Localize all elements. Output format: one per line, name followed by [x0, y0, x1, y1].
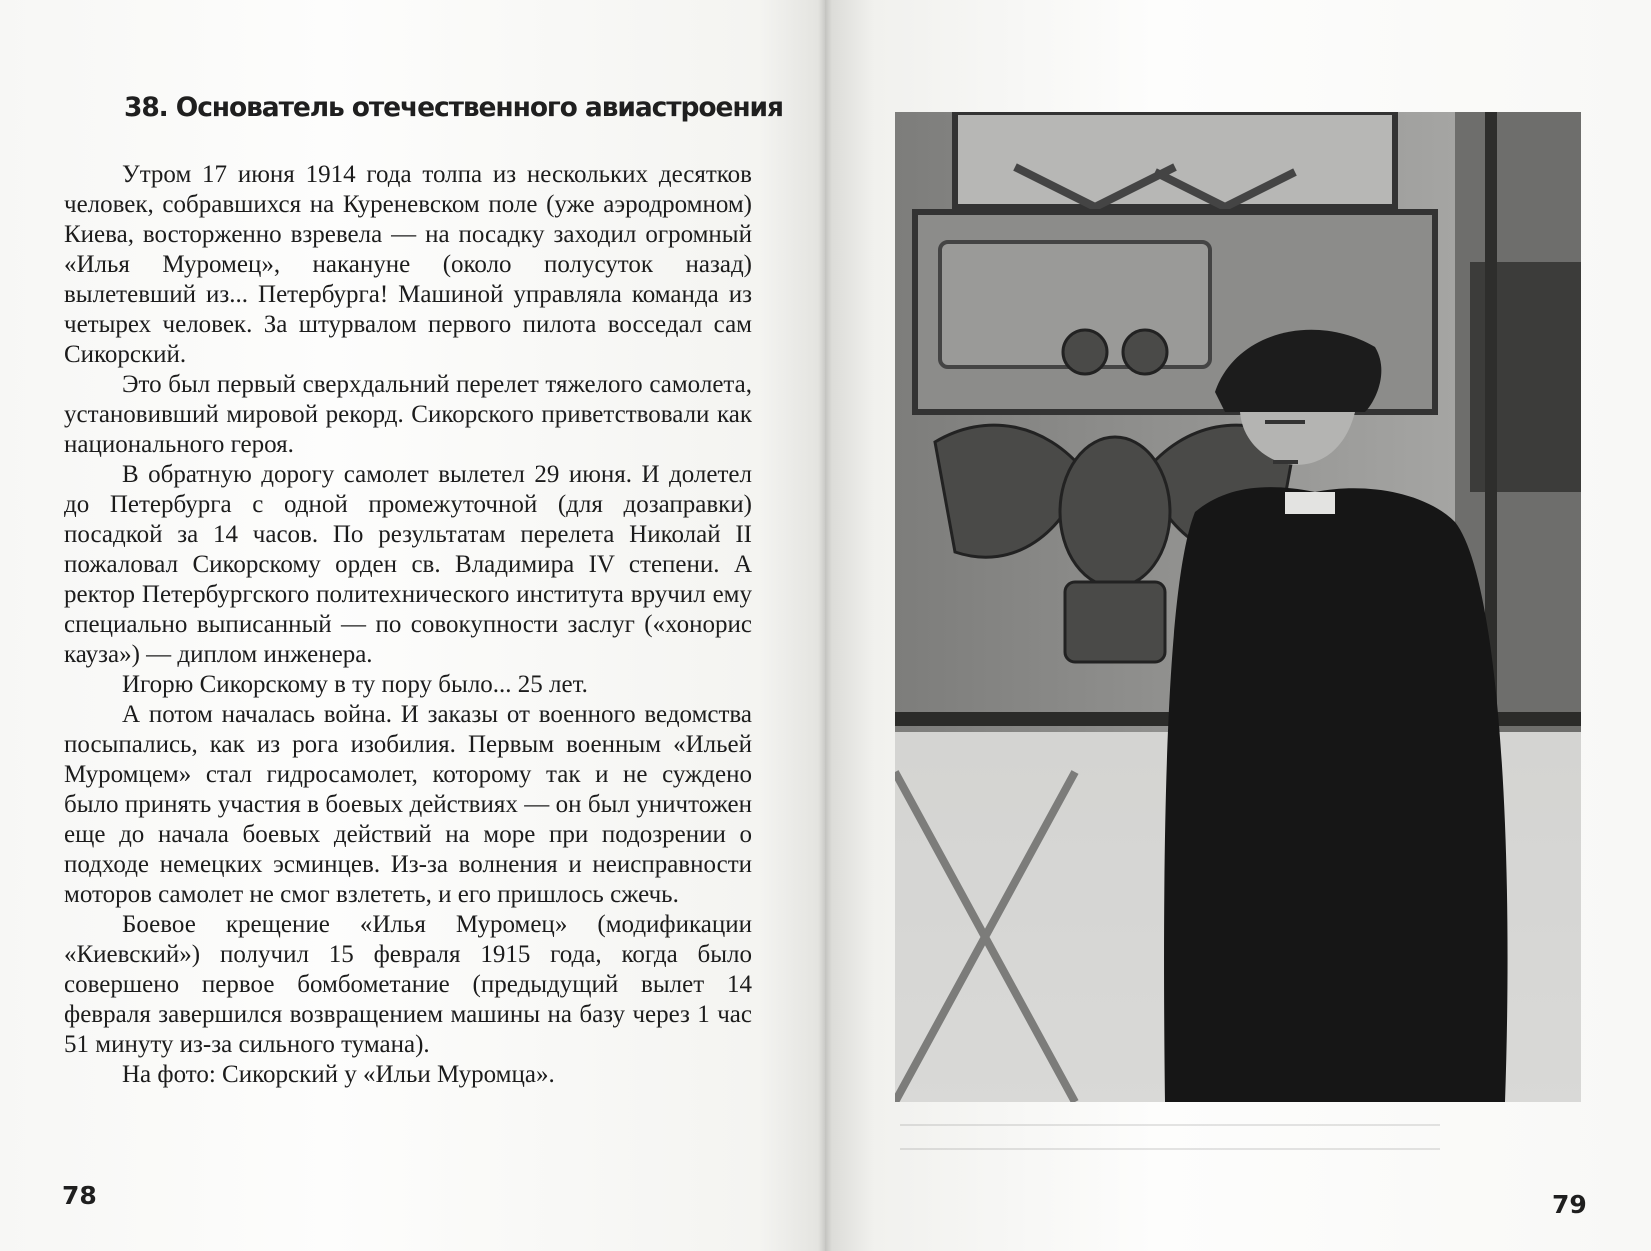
paragraph: В обратную дорогу самолет вылетел 29 июня. И долетел до Петербурга с одной промежуточной (для дозаправки) посадкой за 14 часов. По результатам перелета Николай II пожаловал Сикорскому орден св. Владимира IV степени. А ректор Петербургского политехнического института вручил ему специально выписанный — по совокупности заслуг («хонорис кауза») — диплом инженера. — [64, 461, 752, 668]
paragraph: Это был первый сверхдальний перелет тяжелого самолета, установивший мировой рекорд. Сикорского приветствовали как национального героя. — [64, 371, 752, 458]
paragraph: Боевое крещение «Илья Муромец» (модификации «Киевский») получил 15 февраля 1915 года, когда было совершено первое бомбометание (предыдущий вылет 14 февраля завершился возвращением машины на базу через 1 час 51 минуту из-за сильного тумана). — [64, 911, 752, 1058]
chapter-body — [64, 160, 752, 1090]
left-page — [0, 0, 825, 1251]
photo-caption: На фото: Сикорский у «Ильи Муромца». — [122, 1061, 555, 1088]
page-number-right: 79 — [1552, 1190, 1587, 1219]
photo-drawing — [895, 112, 1581, 1102]
sikorsky-photo — [895, 112, 1581, 1102]
bleed-through-text — [900, 1112, 1440, 1158]
page-number-left: 78 — [62, 1181, 97, 1210]
paragraph: А потом началась война. И заказы от военного ведомства посыпались, как из рога изобилия. Первым военным «Ильей Муромцем» стал гидросамолет, которому так и не суждено было принять участия в боевых действиях — он был уничтожен еще до начала боевых действий на море при подозрении о подходе немецких эсминцев. Из-за волнения и неисправности моторов самолет не смог взлететь, и его пришлось сжечь. — [64, 701, 752, 908]
book-gutter — [818, 0, 832, 1251]
chapter-title: 38. Основатель отечественного авиастроения — [124, 92, 783, 123]
paragraph: Игорю Сикорскому в ту пору было... 25 лет. — [122, 671, 588, 698]
paragraph: Утром 17 июня 1914 года толпа из нескольких десятков человек, собравшихся на Куреневском поле (уже аэродромном) Киева, восторженно взревела — на посадку заходил огромный «Илья Муромец», накануне (около полусуток назад) вылетевший из... Петербурга! Машиной управляла команда из четырех человек. За штурвалом первого пилота восседал сам Сикорский. — [64, 161, 752, 368]
